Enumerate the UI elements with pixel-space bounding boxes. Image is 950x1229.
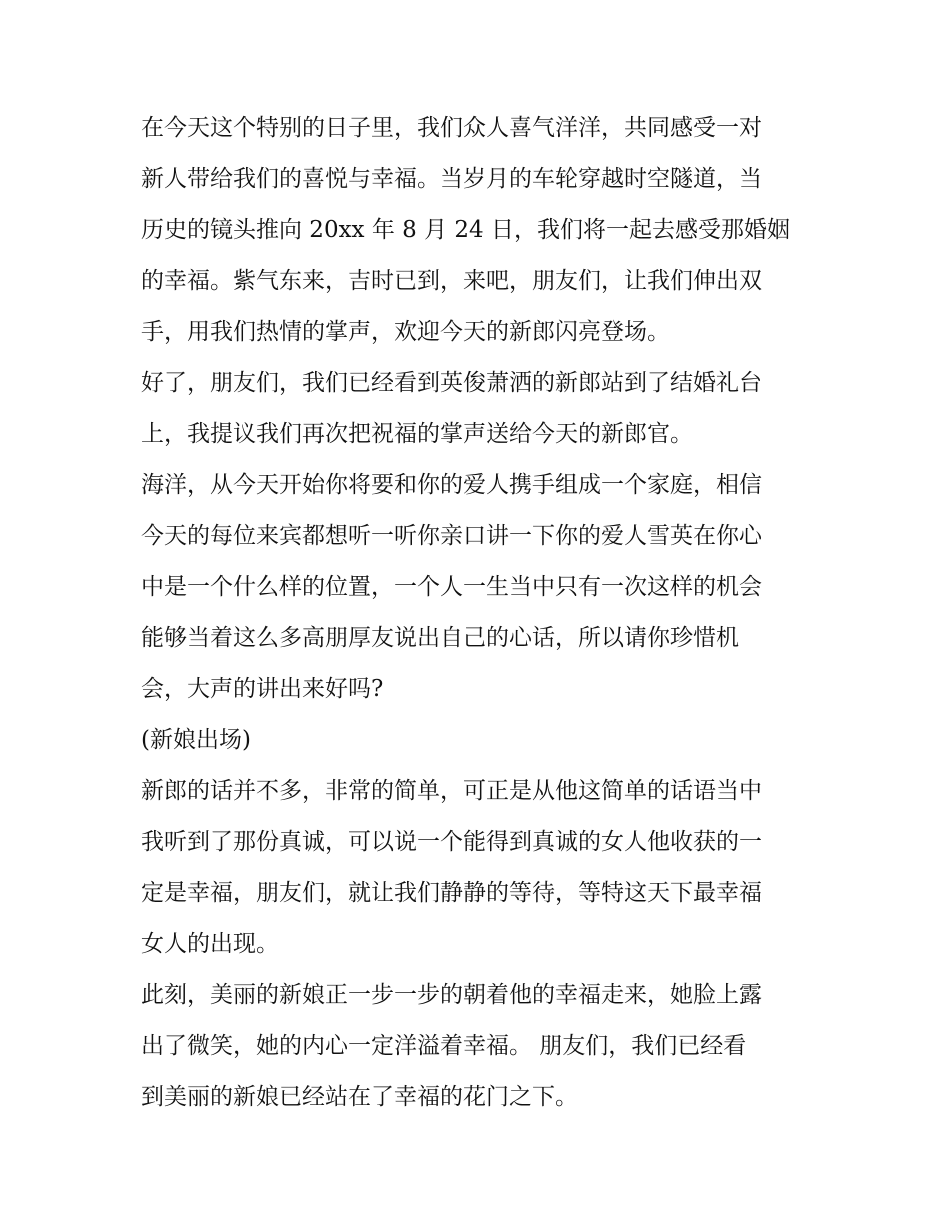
- text-line: 新郎的话并不多，非常的简单，可正是从他这简单的话语当中: [141, 778, 762, 804]
- text-line: 新人带给我们的喜悦与幸福。当岁月的车轮穿越时空隧道，当: [141, 166, 762, 192]
- text-line: 能够当着这么多高朋厚友说出自己的心话，所以请你珍惜机: [141, 625, 739, 651]
- text-line: 手，用我们热情的掌声，欢迎今天的新郎闪亮登场。: [141, 319, 670, 345]
- text-line: 中是一个什么样的位置，一个人一生当中只有一次这样的机会: [141, 574, 762, 600]
- text-line: 出了微笑，她的内心一定洋溢着幸福。 朋友们，我们已经看: [141, 1033, 747, 1059]
- text-line: 会，大声的讲出来好吗?: [141, 676, 384, 702]
- text-line: 上，我提议我们再次把祝福的掌声送给今天的新郎官。: [141, 421, 693, 447]
- text-line: 海洋，从今天开始你将要和你的爱人携手组成一个家庭，相信: [141, 472, 762, 498]
- text-line: 女人的出现。: [141, 931, 279, 957]
- text-line: 我听到了那份真诚，可以说一个能得到真诚的女人他收获的一: [141, 829, 762, 855]
- text-line: 到美丽的新娘已经站在了幸福的花门之下。: [141, 1084, 578, 1110]
- text-line: 的幸福。紫气东来，吉时已到，来吧，朋友们，让我们伸出双: [141, 268, 762, 294]
- text-line: (新娘出场): [141, 727, 251, 753]
- text-line: 历史的镜头推向 20xx 年 8 月 24 日，我们将一起去感受那婚姻: [141, 217, 790, 243]
- text-line: 好了，朋友们，我们已经看到英俊萧洒的新郎站到了结婚礼台: [141, 370, 762, 396]
- text-line: 在今天这个特别的日子里，我们众人喜气洋洋，共同感受一对: [141, 115, 762, 141]
- text-line: 今天的每位来宾都想听一听你亲口讲一下你的爱人雪英在你心: [141, 523, 762, 549]
- text-line: 定是幸福，朋友们，就让我们静静的等待，等特这天下最幸福: [141, 880, 762, 906]
- document-body: [141, 103, 813, 1123]
- text-line: 此刻，美丽的新娘正一步一步的朝着他的幸福走来，她脸上露: [141, 982, 762, 1008]
